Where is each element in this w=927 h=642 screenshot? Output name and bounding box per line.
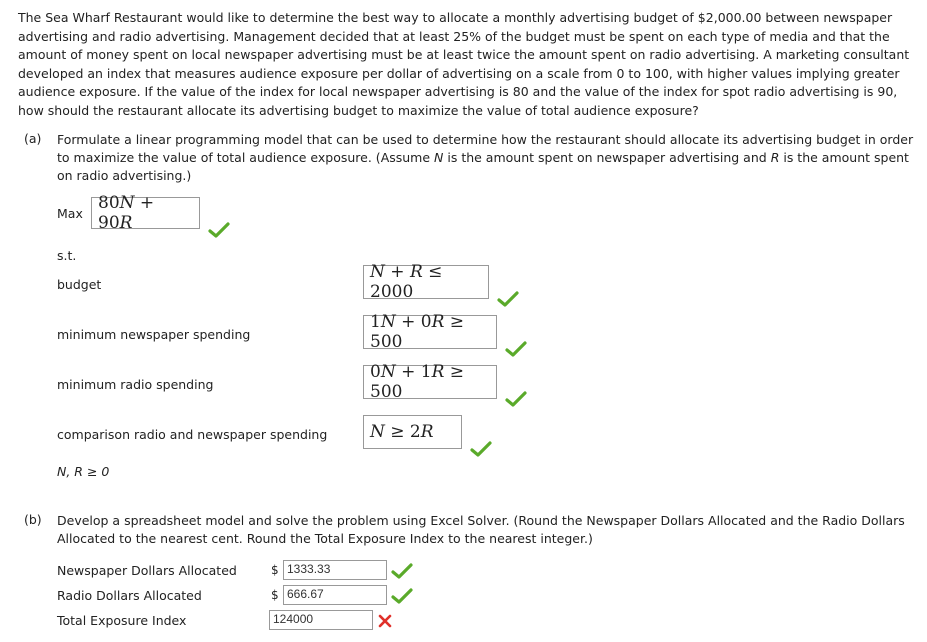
constraint-label-budget: budget [57, 277, 102, 292]
check-icon [470, 441, 492, 457]
check-icon [505, 341, 527, 357]
check-icon [391, 588, 413, 604]
radio-dollars-input[interactable]: 666.67 [283, 585, 387, 605]
var-r: R [770, 150, 780, 165]
check-icon [505, 391, 527, 407]
st-label: s.t. [57, 248, 77, 263]
total-exposure-input[interactable]: 124000 [269, 610, 373, 630]
part-a-prompt: Formulate a linear programming model that can be used to determine how the restaurant should allocate its advertising budget in order to maximize the value of total audience exposure. (Assume N is the amount spent on newspaper advertising and R is the amount spent on radio advertising.) [57, 132, 914, 183]
check-icon [497, 291, 519, 307]
objective-input[interactable]: 80N + 90R [91, 197, 200, 229]
newspaper-dollars-label: Newspaper Dollars Allocated [57, 563, 237, 578]
constraint-label-min-newspaper: minimum newspaper spending [57, 327, 251, 342]
dollar-sign: $ [271, 563, 279, 577]
radio-dollars-label: Radio Dollars Allocated [57, 588, 202, 603]
part-b-label: (b) [24, 512, 42, 527]
problem-statement: The Sea Wharf Restaurant would like to determine the best way to allocate a monthly advertising budget of $2,000.00 between newspaper advertising and radio advertising. Management decided that at least 25% of the budget must be spent on each type of media and that the amount of money spent on local newspaper advertising must be at least twice the amount spent on radio advertising. A marketing consultant developed an index that measures audience exposure per dollar of advertising on a scale from 0 to 100, with higher values implying greater audience exposure. If the value of the index for local newspaper advertising is 80 and the value of the index for spot radio advertising is 90, how should the restaurant allocate its advertising budget to maximize the value of total audience exposure? [18, 10, 910, 118]
constraint-input-comparison[interactable]: N ≥ 2R [363, 415, 462, 449]
constraint-label-min-radio: minimum radio spending [57, 377, 214, 392]
constraint-input-min-newspaper[interactable]: 1N + 0R ≥ 500 [363, 315, 497, 349]
var-n: N [434, 150, 444, 165]
part-b-prompt: Develop a spreadsheet model and solve the problem using Excel Solver. (Round the Newspaper Dollars Allocated and the Radio Dollars Allocated to the nearest cent. Round the Total Exposure Index to the nearest integer.) [57, 513, 905, 546]
nonnegativity-constraint: N, R ≥ 0 [57, 464, 110, 479]
part-a-label: (a) [24, 131, 42, 146]
constraint-input-min-radio[interactable]: 0N + 1R ≥ 500 [363, 365, 497, 399]
check-icon [208, 222, 230, 238]
total-exposure-label: Total Exposure Index [57, 613, 187, 628]
dollar-sign: $ [271, 588, 279, 602]
check-icon [391, 563, 413, 579]
constraint-label-comparison: comparison radio and newspaper spending [57, 427, 328, 442]
newspaper-dollars-input[interactable]: 1333.33 [283, 560, 387, 580]
x-icon [377, 613, 393, 629]
objective-max-label: Max [57, 206, 83, 221]
constraint-input-budget[interactable]: N + R ≤ 2000 [363, 265, 489, 299]
